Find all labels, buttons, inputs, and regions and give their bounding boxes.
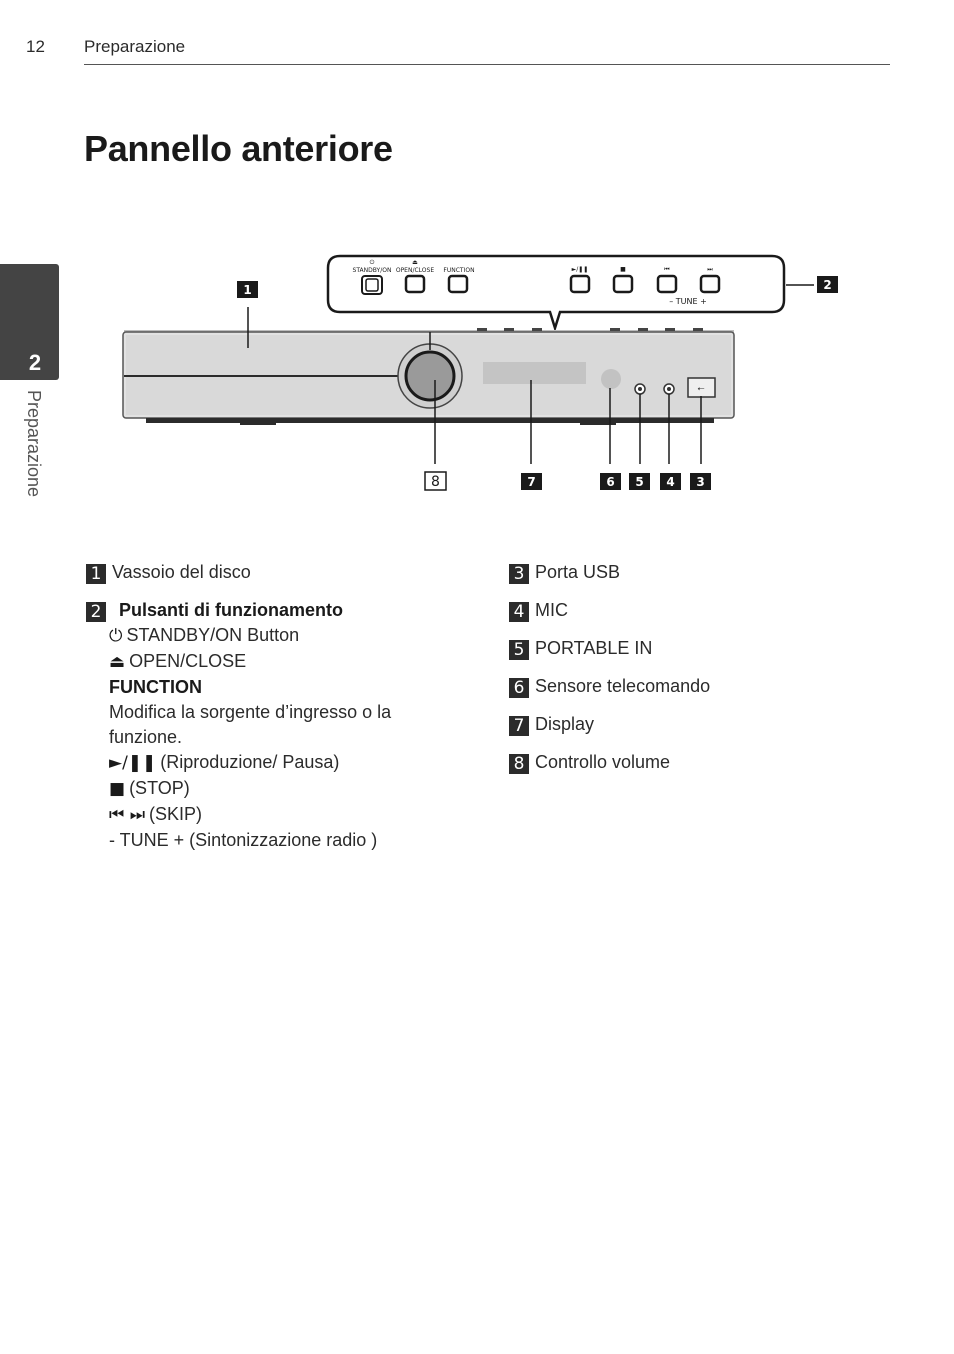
chapter-number: 2 <box>28 350 42 375</box>
function-button-shape <box>449 276 467 292</box>
callout-6: 6 <box>606 475 615 489</box>
function-label: FUNCTION <box>443 267 475 274</box>
legend-number: 5 <box>509 640 529 660</box>
legend-label: Vassoio del disco <box>112 562 251 582</box>
next-button-shape <box>701 276 719 292</box>
callout-2: 2 <box>823 278 832 292</box>
next-icon: ⏭ <box>707 266 713 273</box>
detail-line: - TUNE + (Sintonizzazione radio ) <box>109 830 378 850</box>
play-pause-icon: ►/❚❚ <box>571 266 589 273</box>
callout-3: 3 <box>696 475 705 489</box>
legend-item <box>509 560 869 585</box>
running-header: Preparazione <box>84 37 186 56</box>
legend-number: 8 <box>509 754 529 774</box>
legend-label: PORTABLE IN <box>535 638 653 658</box>
legend-label: Sensore telecomando <box>535 676 711 696</box>
legend-label: Display <box>535 714 595 734</box>
skip-icon: ⏮ ⏭ <box>109 805 146 825</box>
legend-details <box>109 623 466 853</box>
standby-button-shape <box>362 276 382 294</box>
play-pause-button-shape <box>571 276 589 292</box>
legend-label: MIC <box>535 600 568 620</box>
tune-label: – TUNE + <box>669 297 707 306</box>
legend-number: 1 <box>86 564 106 584</box>
page-title: Pannello anteriore <box>84 128 393 169</box>
detail-line: ⏏ OPEN/CLOSE <box>109 651 247 672</box>
eject-icon: ⏏ <box>109 652 126 672</box>
volume-knob <box>406 352 454 400</box>
legend-item <box>509 598 869 623</box>
legend-label: Porta USB <box>535 562 621 582</box>
detail-line: ■ (STOP) <box>109 778 190 799</box>
legend-item <box>509 636 869 661</box>
legend-item <box>86 598 466 853</box>
callout-5: 5 <box>635 475 644 489</box>
eject-icon: ⏏ <box>412 259 418 266</box>
detail-line: FUNCTION <box>109 677 202 697</box>
legend-number: 4 <box>509 602 529 622</box>
callout-7: 7 <box>527 475 536 489</box>
open-close-label: OPEN/CLOSE <box>395 267 435 274</box>
callout-4: 4 <box>666 475 675 489</box>
unit-base <box>146 418 714 423</box>
legend-item <box>509 750 869 775</box>
legend-item <box>86 560 466 585</box>
display-window <box>483 362 586 384</box>
callout-8: 8 <box>431 474 440 490</box>
legend-right <box>509 560 869 788</box>
legend-number: 2 <box>86 602 106 622</box>
stop-icon: ■ <box>109 779 126 799</box>
chapter-label: Preparazione <box>24 390 44 498</box>
legend-label: Controllo volume <box>535 752 671 772</box>
legend-item <box>509 712 869 737</box>
legend-left <box>86 560 466 866</box>
remote-sensor <box>601 369 621 389</box>
play-pause-icon: ►/❚❚ <box>109 753 157 773</box>
legend-label: Pulsanti di funzionamento <box>119 600 343 620</box>
legend-item <box>509 674 869 699</box>
stop-icon: ■ <box>620 266 626 273</box>
prev-icon: ⏮ <box>664 266 670 273</box>
legend-number: 6 <box>509 678 529 698</box>
power-icon: ⏻ <box>109 626 123 646</box>
open-close-button-shape <box>406 276 424 292</box>
detail-line: ⏻ STANDBY/ON Button <box>109 625 300 646</box>
detail-line: ►/❚❚ (Riproduzione/ Pausa) <box>109 752 340 773</box>
detail-line: ⏮ ⏭ (SKIP) <box>109 804 203 825</box>
legend-number: 7 <box>509 716 529 736</box>
page-number: 12 <box>26 37 45 56</box>
standby-label: STANDBY/ON <box>352 267 392 274</box>
prev-button-shape <box>658 276 676 292</box>
detail-line: Modifica la sorgente d’ingresso o la funzione. <box>109 702 392 747</box>
callout-1: 1 <box>243 283 252 297</box>
front-panel-diagram <box>0 0 954 540</box>
standby-icon: ⏻ <box>369 259 375 266</box>
legend-number: 3 <box>509 564 529 584</box>
svg-text:⭠: ⭠ <box>697 384 705 394</box>
stop-button-shape <box>614 276 632 292</box>
